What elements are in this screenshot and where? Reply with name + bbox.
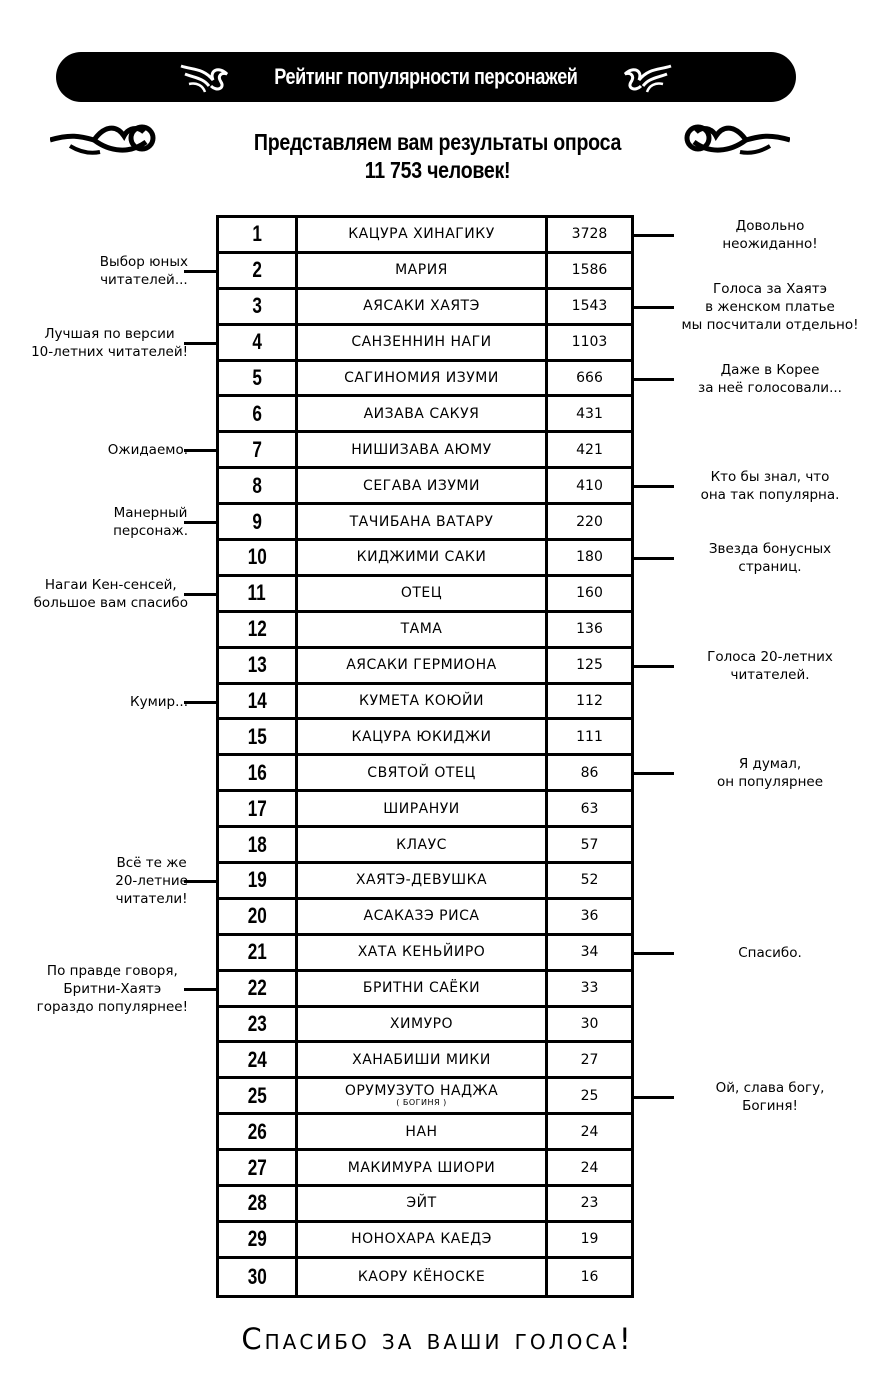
- connector-line: [184, 593, 216, 596]
- rank-number: 17: [247, 795, 267, 821]
- table-row: [219, 613, 631, 649]
- annotation-line: Довольно: [735, 217, 805, 234]
- rank-number: 14: [247, 688, 267, 714]
- annotation-line: мы посчитали отдельно!: [681, 316, 859, 333]
- vote-count: 111: [576, 728, 603, 745]
- rank-cell: [219, 756, 298, 789]
- table-row: [219, 1115, 631, 1151]
- table-row: [219, 1043, 631, 1079]
- character-name: ХИМУРО: [389, 1016, 454, 1033]
- character-name-cell: [298, 433, 548, 466]
- vote-count: 1586: [571, 262, 608, 279]
- character-name: АЯСАКИ ХАЯТЭ: [363, 298, 480, 315]
- character-name: КЛАУС: [396, 836, 447, 853]
- character-name-cell: [298, 397, 548, 430]
- annotation-line: Голоса за Хаятэ: [712, 280, 828, 297]
- vote-count: 19: [580, 1231, 599, 1248]
- character-name-cell: [298, 613, 548, 646]
- connector-line: [634, 378, 674, 381]
- connector-line: [184, 521, 216, 524]
- connector-line: [634, 485, 674, 488]
- character-name: БРИТНИ САЁКИ: [362, 980, 481, 997]
- character-name-cell: [298, 792, 548, 825]
- character-name-cell: [298, 756, 548, 789]
- rank-cell: [219, 326, 298, 359]
- annotation-line: в женском платье: [705, 298, 835, 315]
- rank-cell: [219, 397, 298, 430]
- rank-cell: [219, 613, 298, 646]
- rank-cell: [219, 1115, 298, 1148]
- rank-cell: [219, 469, 298, 502]
- connector-line: [184, 342, 216, 345]
- table-row: [219, 792, 631, 828]
- rank-cell: [219, 900, 298, 933]
- vote-count: 52: [580, 872, 599, 889]
- rank-cell: [219, 936, 298, 969]
- rank-number: 19: [247, 867, 267, 893]
- vote-count: 30: [580, 1016, 599, 1033]
- rank-number: 25: [247, 1082, 267, 1108]
- right-annotation: [670, 944, 870, 962]
- annotation-line: Ожидаемо.: [107, 442, 188, 459]
- character-name-subtitle: ( БОГИНЯ ): [396, 1098, 447, 1108]
- rank-number: 10: [247, 544, 267, 570]
- character-name-cell: [298, 469, 548, 502]
- vote-count: 666: [576, 370, 603, 386]
- annotation-line: читателей...: [100, 271, 188, 288]
- character-name: ХАНАБИШИ МИКИ: [352, 1051, 491, 1068]
- connector-line: [184, 449, 216, 452]
- annotation-line: Бритни-Хаятэ: [63, 980, 162, 997]
- vote-count: 180: [576, 549, 603, 566]
- character-name-cell: [298, 649, 548, 682]
- annotation-line: она так популярна.: [700, 487, 840, 504]
- vote-count: 160: [576, 585, 603, 602]
- connector-line: [634, 234, 674, 237]
- rank-number: 26: [247, 1118, 267, 1144]
- rank-number: 4: [252, 329, 262, 355]
- vote-count: 112: [576, 693, 603, 710]
- rank-number: 29: [247, 1226, 267, 1252]
- table-row: [219, 649, 631, 685]
- character-name: ХАЯТЭ-ДЕВУШКА: [355, 872, 488, 889]
- character-name-cell: [298, 1151, 548, 1184]
- table-row: [219, 397, 631, 433]
- annotation-line: гораздо популярнее!: [36, 998, 188, 1015]
- character-name: ХАТА КЕНЬЙИРО: [357, 944, 486, 961]
- character-name: АИЗАВА САКУЯ: [363, 405, 480, 422]
- character-name-cell: [298, 900, 548, 933]
- rank-number: 8: [252, 472, 262, 498]
- table-row: [219, 218, 631, 254]
- character-name-cell: [298, 936, 548, 969]
- rank-cell: [219, 290, 298, 323]
- connector-line: [184, 270, 216, 273]
- annotation-line: Манерный: [113, 505, 188, 522]
- right-annotation: [670, 1079, 870, 1115]
- table-row: [219, 1151, 631, 1187]
- left-annotation: [115, 854, 188, 908]
- table-row: [219, 1187, 631, 1223]
- character-name-cell: [298, 326, 548, 359]
- rank-number: 7: [252, 436, 262, 462]
- table-row: [219, 1008, 631, 1044]
- rank-number: 13: [247, 652, 267, 678]
- rank-number: 12: [247, 616, 267, 642]
- annotation-line: Всё те же: [116, 855, 187, 872]
- character-name: НАН: [405, 1123, 438, 1140]
- connector-line: [634, 665, 674, 668]
- annotation-line: 10-летних читателей!: [31, 343, 188, 360]
- rank-cell: [219, 685, 298, 718]
- table-row: [219, 828, 631, 864]
- rank-number: 23: [247, 1011, 267, 1037]
- subtitle-line-2: 11 753 человек!: [364, 157, 511, 183]
- rank-cell: [219, 541, 298, 574]
- right-annotation: [670, 648, 870, 684]
- character-name: АЯСАКИ ГЕРМИОНА: [346, 657, 497, 674]
- table-row: [219, 1259, 631, 1295]
- character-name-cell: [298, 1259, 548, 1295]
- character-name-cell: [298, 1008, 548, 1041]
- annotation-line: он популярнее: [716, 774, 824, 791]
- rank-cell: [219, 720, 298, 753]
- character-name: ОРУМУЗУТО НАДЖА: [344, 1083, 499, 1100]
- table-row: [219, 936, 631, 972]
- annotation-line: Голоса 20-летних: [707, 648, 833, 665]
- character-name-cell: [298, 218, 548, 251]
- flourish-left-icon: [179, 60, 231, 94]
- rank-number: 1: [252, 221, 262, 247]
- vote-count: 24: [580, 1159, 599, 1176]
- table-row: [219, 900, 631, 936]
- right-annotation: [670, 540, 870, 576]
- rank-number: 20: [247, 903, 267, 929]
- character-name: САНЗЕННИН НАГИ: [351, 334, 492, 351]
- table-row: [219, 326, 631, 362]
- rank-number: 21: [247, 939, 267, 965]
- connector-line: [184, 988, 216, 991]
- right-annotation: [670, 217, 870, 253]
- annotation-line: Звезда бонусных: [708, 541, 832, 558]
- character-name-cell: [298, 1187, 548, 1220]
- table-row: [219, 254, 631, 290]
- vote-count: 23: [580, 1195, 599, 1212]
- vote-count: 34: [580, 944, 599, 961]
- character-name-cell: [298, 1043, 548, 1076]
- vote-count: 1103: [571, 334, 608, 351]
- vote-count: 421: [576, 441, 603, 458]
- title-banner: [56, 52, 796, 102]
- connector-line: [634, 772, 674, 775]
- right-annotation: [670, 755, 870, 791]
- annotation-line: Я думал,: [738, 756, 802, 773]
- annotation-line: По правде говоря,: [46, 962, 178, 979]
- table-row: [219, 505, 631, 541]
- annotation-line: страниц.: [738, 559, 802, 576]
- rank-number: 22: [247, 975, 267, 1001]
- annotation-line: Выбор юных: [99, 253, 188, 270]
- character-name-cell: [298, 254, 548, 287]
- character-name: КИДЖИМИ САКИ: [356, 549, 487, 566]
- left-annotation: [130, 693, 188, 711]
- left-annotation: [113, 504, 188, 540]
- annotation-line: Кто бы знал, что: [710, 469, 830, 486]
- left-annotation: [108, 441, 188, 459]
- connector-line: [634, 306, 674, 309]
- rank-number: 16: [247, 759, 267, 785]
- annotation-line: Богиня!: [742, 1097, 798, 1114]
- vote-count: 125: [576, 657, 603, 674]
- character-name: ТАМА: [400, 621, 443, 638]
- rank-number: 15: [247, 723, 267, 749]
- right-annotation: [670, 468, 870, 504]
- vote-count: 410: [576, 477, 603, 494]
- annotation-line: персонаж.: [113, 523, 188, 540]
- character-name: КУМЕТА КОЮЙИ: [359, 693, 484, 710]
- rank-number: 11: [247, 580, 267, 606]
- rank-number: 2: [252, 257, 262, 283]
- table-row: [219, 972, 631, 1008]
- rank-number: 6: [252, 400, 262, 426]
- vote-count: 25: [580, 1087, 599, 1104]
- character-name: СЕГАВА ИЗУМИ: [363, 477, 480, 494]
- connector-line: [634, 557, 674, 560]
- connector-line: [634, 952, 674, 955]
- rank-cell: [219, 1151, 298, 1184]
- character-name-cell: [298, 828, 548, 861]
- rank-cell: [219, 433, 298, 466]
- character-name-cell: [298, 362, 548, 395]
- character-name-cell: [298, 290, 548, 323]
- table-row: [219, 469, 631, 505]
- annotation-line: Лучшая по версии: [44, 325, 175, 342]
- character-name-cell: [298, 864, 548, 897]
- character-name: МАРИЯ: [395, 262, 448, 279]
- character-name-cell: [298, 541, 548, 574]
- rank-cell: [219, 1187, 298, 1220]
- connector-line: [634, 1096, 674, 1099]
- table-row: [219, 433, 631, 469]
- rank-number: 24: [247, 1046, 267, 1072]
- rank-cell: [219, 505, 298, 538]
- ranking-table: [216, 215, 634, 1298]
- rank-cell: [219, 1008, 298, 1041]
- vote-count: 57: [580, 836, 599, 853]
- annotation-line: за неё голосовали...: [698, 379, 842, 396]
- character-name-cell: [298, 1115, 548, 1148]
- character-name-cell: [298, 1223, 548, 1256]
- left-annotation: [37, 962, 188, 1016]
- character-name: ЭЙТ: [406, 1195, 437, 1212]
- table-row: [219, 290, 631, 326]
- vote-count: 431: [576, 405, 603, 422]
- character-name: ШИРАНУИ: [383, 800, 460, 817]
- vote-count: 86: [580, 764, 599, 781]
- annotation-line: Даже в Корее: [720, 361, 820, 378]
- character-name: КАОРУ КЁНОСКЕ: [357, 1268, 486, 1285]
- annotation-line: Ой, слава богу,: [715, 1079, 825, 1096]
- annotation-line: 20-летние: [115, 873, 188, 890]
- character-name-cell: [298, 685, 548, 718]
- character-name: КАЦУРА ХИНАГИКУ: [348, 226, 495, 243]
- vote-count: 24: [580, 1123, 599, 1140]
- annotation-line: Спасибо.: [738, 944, 802, 961]
- subtitle-line-1: Представляем вам результаты опроса: [253, 129, 622, 155]
- rank-number: 30: [247, 1263, 267, 1289]
- table-row: [219, 1079, 631, 1115]
- character-name: ОТЕЦ: [400, 585, 443, 602]
- footer-thanks: Спасибо за ваши голоса!: [241, 1322, 634, 1356]
- page-title: Рейтинг популярности персонажей: [274, 64, 578, 89]
- rank-number: 9: [252, 508, 262, 534]
- vote-count: 36: [580, 908, 599, 925]
- vote-count: 3728: [571, 226, 608, 243]
- character-name: КАЦУРА ЮКИДЖИ: [351, 728, 492, 745]
- flourish-right-icon: [621, 60, 673, 94]
- table-row: [219, 1223, 631, 1259]
- rank-cell: [219, 1079, 298, 1112]
- table-row: [219, 541, 631, 577]
- rank-number: 5: [252, 365, 262, 390]
- table-row: [219, 362, 631, 398]
- rank-cell: [219, 864, 298, 897]
- character-name-cell: [298, 577, 548, 610]
- character-name: ТАЧИБАНА ВАТАРУ: [349, 513, 494, 530]
- right-annotation: [670, 280, 870, 334]
- character-name: МАКИМУРА ШИОРИ: [347, 1159, 496, 1176]
- connector-line: [184, 701, 216, 704]
- character-name-cell: [298, 1079, 548, 1112]
- vote-count: 16: [580, 1268, 599, 1285]
- rank-cell: [219, 828, 298, 861]
- left-annotation: [100, 253, 188, 289]
- character-name: СВЯТОЙ ОТЕЦ: [367, 764, 476, 781]
- annotation-line: читателей.: [730, 666, 810, 683]
- character-name: НИШИЗАВА АЮМУ: [351, 441, 492, 458]
- table-row: [219, 756, 631, 792]
- rank-cell: [219, 577, 298, 610]
- left-annotation: [34, 576, 188, 612]
- rank-cell: [219, 1259, 298, 1295]
- character-name-cell: [298, 505, 548, 538]
- annotation-line: Нагаи Кен-сенсей,: [44, 576, 177, 593]
- character-name-cell: [298, 720, 548, 753]
- table-row: [219, 864, 631, 900]
- rank-cell: [219, 1043, 298, 1076]
- vote-count: 1543: [571, 298, 608, 315]
- rank-number: 27: [247, 1154, 267, 1180]
- table-row: [219, 685, 631, 721]
- rank-cell: [219, 218, 298, 251]
- rank-cell: [219, 972, 298, 1005]
- rank-cell: [219, 649, 298, 682]
- rank-number: 18: [247, 831, 267, 857]
- vote-count: 33: [580, 980, 599, 997]
- character-name: САГИНОМИЯ ИЗУМИ: [344, 370, 499, 386]
- connector-line: [184, 880, 216, 883]
- annotation-line: большое вам спасибо: [33, 594, 188, 611]
- rank-number: 28: [247, 1190, 267, 1216]
- table-row: [219, 720, 631, 756]
- annotation-line: Кумир...: [130, 693, 188, 710]
- character-name: НОНОХАРА КАЕДЭ: [351, 1231, 492, 1248]
- right-annotation: [670, 361, 870, 397]
- annotation-line: неожиданно!: [722, 235, 818, 252]
- ornament-right-icon: [678, 118, 790, 162]
- rank-cell: [219, 254, 298, 287]
- character-name-cell: [298, 972, 548, 1005]
- vote-count: 136: [576, 621, 603, 638]
- table-row: [219, 577, 631, 613]
- annotation-line: читатели!: [115, 891, 188, 908]
- vote-count: 220: [576, 513, 603, 530]
- left-annotation: [31, 325, 188, 361]
- rank-number: 3: [252, 293, 262, 319]
- vote-count: 27: [580, 1051, 599, 1068]
- rank-cell: [219, 792, 298, 825]
- rank-cell: [219, 1223, 298, 1256]
- character-name: АСАКАЗЭ РИСА: [363, 908, 480, 925]
- vote-count: 63: [580, 800, 599, 817]
- rank-cell: [219, 362, 298, 395]
